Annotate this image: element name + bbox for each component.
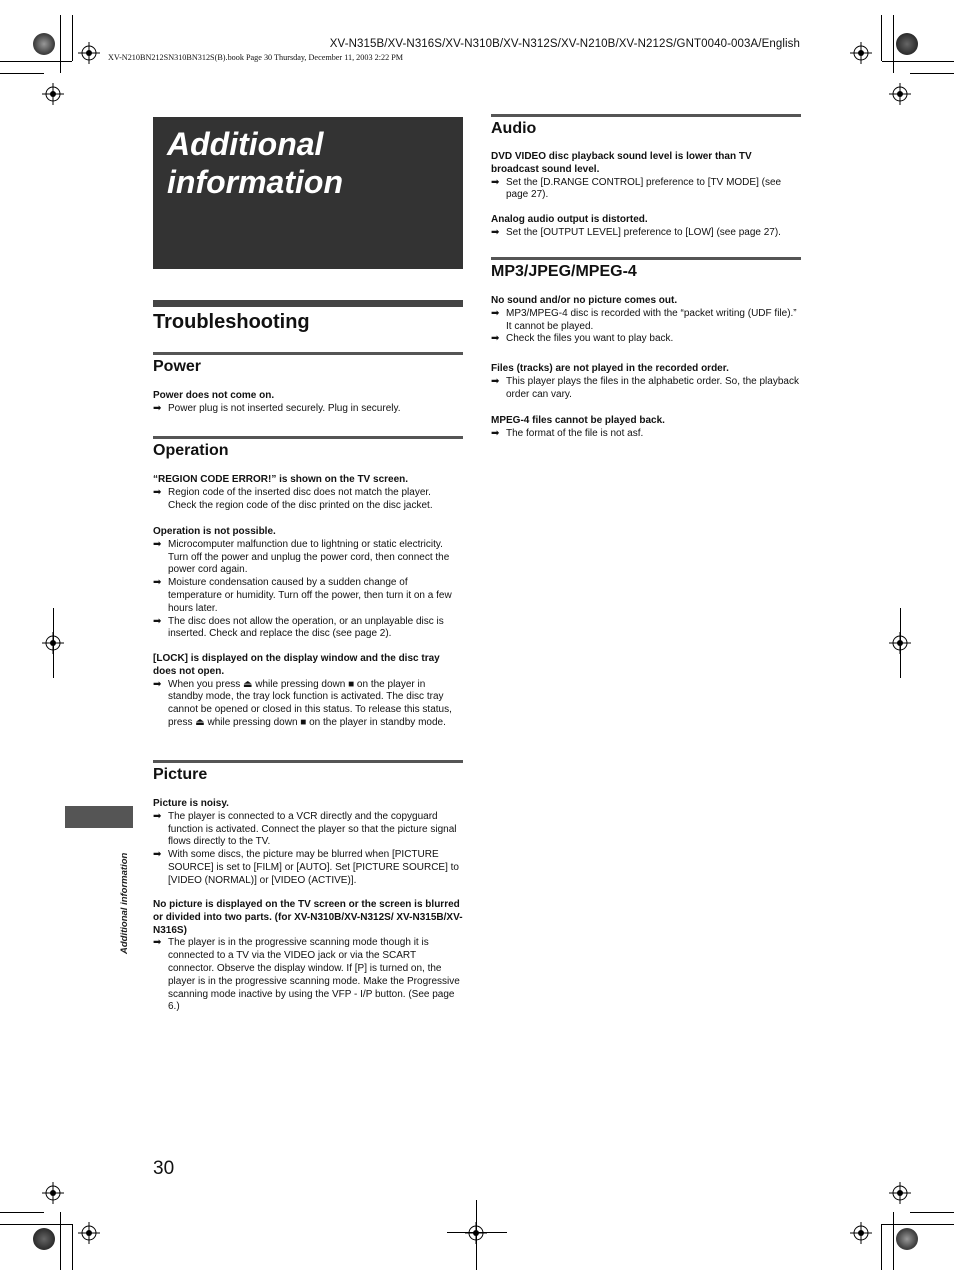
arrow-icon: ➡	[491, 427, 500, 439]
question-text: “REGION CODE ERROR!” is shown on the TV screen.	[153, 474, 409, 485]
question-text: Operation is not possible.	[153, 526, 276, 537]
power-heading: Power	[153, 358, 202, 375]
answer-item: ➡ The player is connected to a VCR directly and the copyguard function is activated. Connect the player so that the picture signal flows directly to the TV.	[153, 810, 457, 848]
mp3-qa-2	[491, 363, 801, 401]
registration-mark-icon	[465, 1222, 487, 1244]
answer-item: ➡ The disc does not allow the operation, or an unplayable disc is inserted. Check and replace the disc (see page 2).	[153, 615, 444, 640]
arrow-icon: ➡	[153, 615, 162, 627]
answer-item: ➡ MP3/MPEG-4 disc is recorded with the “packet writing (UDF file).” It cannot be played.	[491, 307, 797, 332]
registration-mark-icon	[850, 42, 872, 64]
operation-qa-2	[153, 526, 463, 641]
registration-mark-icon	[42, 632, 64, 654]
arrow-icon: ➡	[491, 176, 500, 188]
side-section-label: Additional information	[119, 852, 130, 954]
answer-item: ➡ Check the files you want to play back.	[491, 333, 674, 345]
stop-icon: ■	[300, 716, 307, 728]
mp3-rule	[491, 257, 801, 260]
power-qa	[153, 390, 463, 416]
chapter-title-line1: Additional	[167, 126, 324, 162]
arrow-icon: ➡	[491, 333, 500, 345]
audio-qa-1	[491, 151, 801, 202]
book-file-info: XV-N210BN212SN310BN312S(B).book Page 30 Thursday, December 11, 2003 2:22 PM	[108, 53, 404, 62]
stop-icon: ■	[348, 678, 355, 690]
mp3-heading: MP3/JPEG/MPEG-4	[491, 263, 637, 280]
question-text: Picture is noisy.	[153, 798, 229, 809]
arrow-icon: ➡	[153, 577, 162, 589]
answer-item: ➡ With some discs, the picture may be blurred when [PICTURE SOURCE] is set to [FILM] or [AUTO]. Set [PICTURE SOURCE] to [VIDEO (NORMAL)] or [VIDEO (ACTIVE)].	[153, 849, 459, 886]
color-dial-icon	[896, 1228, 918, 1250]
registration-mark-icon	[889, 632, 911, 654]
answer-item: ➡ Region code of the inserted disc does not match the player. Check the region code of the disc printed on the disc jacket.	[153, 486, 433, 511]
operation-heading: Operation	[153, 442, 229, 459]
question-text: No sound and/or no picture comes out.	[491, 295, 678, 306]
color-dial-icon	[896, 33, 918, 55]
answer-item: ➡ Microcomputer malfunction due to lightning or static electricity. Turn off the power and unplug the power cord, then connect the power cord again.	[153, 538, 450, 576]
question-text: Files (tracks) are not played in the recorded order.	[491, 363, 729, 374]
registration-mark-icon	[889, 83, 911, 105]
arrow-icon: ➡	[153, 810, 162, 822]
picture-qa-1	[153, 798, 463, 888]
answer-item: ➡ This player plays the files in the alphabetic order. So, the playback order can vary.	[491, 375, 799, 400]
answer-item: ➡ The format of the file is not asf.	[491, 427, 644, 439]
side-tab-marker	[65, 806, 133, 828]
registration-mark-icon	[78, 1222, 100, 1244]
arrow-icon: ➡	[153, 937, 162, 949]
registration-mark-icon	[889, 1182, 911, 1204]
registration-mark-icon	[42, 1182, 64, 1204]
mp3-qa-3	[491, 415, 801, 441]
arrow-icon: ➡	[153, 402, 162, 414]
answer-item: ➡ The player is in the progressive scanning mode though it is connected to a TV via the VIDEO jack or via the SCART connector. Observe the display window. If [P] is turned on, the player is in the progressive scanning mode. Make the Progressive scanning mode inactive by using the VFP - I/P button. (See page 6.)	[153, 937, 460, 1013]
troubleshooting-bar	[153, 300, 463, 307]
operation-qa-3	[153, 653, 463, 730]
page-number: 30	[153, 1158, 175, 1179]
eject-icon: ⏏	[243, 678, 253, 690]
color-dial-icon	[33, 1228, 55, 1250]
arrow-icon: ➡	[153, 849, 162, 861]
picture-heading: Picture	[153, 766, 208, 783]
troubleshooting-heading: Troubleshooting	[153, 311, 310, 333]
registration-mark-icon	[850, 1222, 872, 1244]
chapter-title-line2: information	[167, 164, 343, 200]
arrow-icon: ➡	[153, 486, 162, 498]
arrow-icon: ➡	[153, 538, 162, 550]
answer-item: ➡ Set the [OUTPUT LEVEL] preference to [LOW] (see page 27).	[491, 226, 781, 238]
audio-rule	[491, 114, 801, 117]
picture-qa-2	[153, 899, 463, 1014]
chapter-title-box	[153, 117, 463, 269]
power-rule	[153, 352, 463, 355]
answer-item: ➡ Set the [D.RANGE CONTROL] preference to [TV MODE] (see page 27).	[491, 176, 782, 201]
audio-heading: Audio	[491, 120, 537, 137]
answer-item: ➡ Power plug is not inserted securely. Plug in securely.	[153, 402, 401, 414]
audio-qa-2	[491, 214, 801, 240]
question-text: MPEG-4 files cannot be played back.	[491, 415, 665, 426]
operation-qa-1	[153, 474, 463, 512]
registration-mark-icon	[78, 42, 100, 64]
arrow-icon: ➡	[491, 226, 500, 238]
registration-mark-icon	[42, 83, 64, 105]
question-text: Power does not come on.	[153, 390, 275, 401]
answer-item: ➡ When you press ⏏ while pressing down ■ on the player in standby mode, the tray lock function is activated. The disc tray cannot be opened or closed in this status. To release this status, press ⏏ while pressing down ■ on the player in standby mode.	[153, 678, 452, 728]
arrow-icon: ➡	[491, 375, 500, 387]
operation-rule	[153, 436, 463, 439]
question-text: DVD VIDEO disc playback sound level is lower than TV broadcast sound level.	[491, 151, 752, 175]
eject-icon: ⏏	[195, 716, 205, 728]
question-text: [LOCK] is displayed on the display window and the disc tray does not open.	[153, 653, 440, 677]
picture-rule	[153, 760, 463, 763]
arrow-icon: ➡	[491, 307, 500, 319]
arrow-icon: ➡	[153, 678, 162, 690]
question-text: Analog audio output is distorted.	[491, 214, 648, 225]
mp3-qa-1	[491, 295, 801, 346]
document-model-header: XV-N315B/XV-N316S/XV-N310B/XV-N312S/XV-N210B/XV-N212S/GNT0040-003A/English	[329, 38, 800, 50]
answer-item: ➡ Moisture condensation caused by a sudden change of temperature or humidity. Turn off the power, then turn it on a few hours later.	[153, 577, 452, 614]
question-text: No picture is displayed on the TV screen or the screen is blurred or divided into two parts. (for XV-N310B/XV-N312S/ XV-N315B/XV-N316S)	[153, 899, 463, 936]
color-dial-icon	[33, 33, 55, 55]
